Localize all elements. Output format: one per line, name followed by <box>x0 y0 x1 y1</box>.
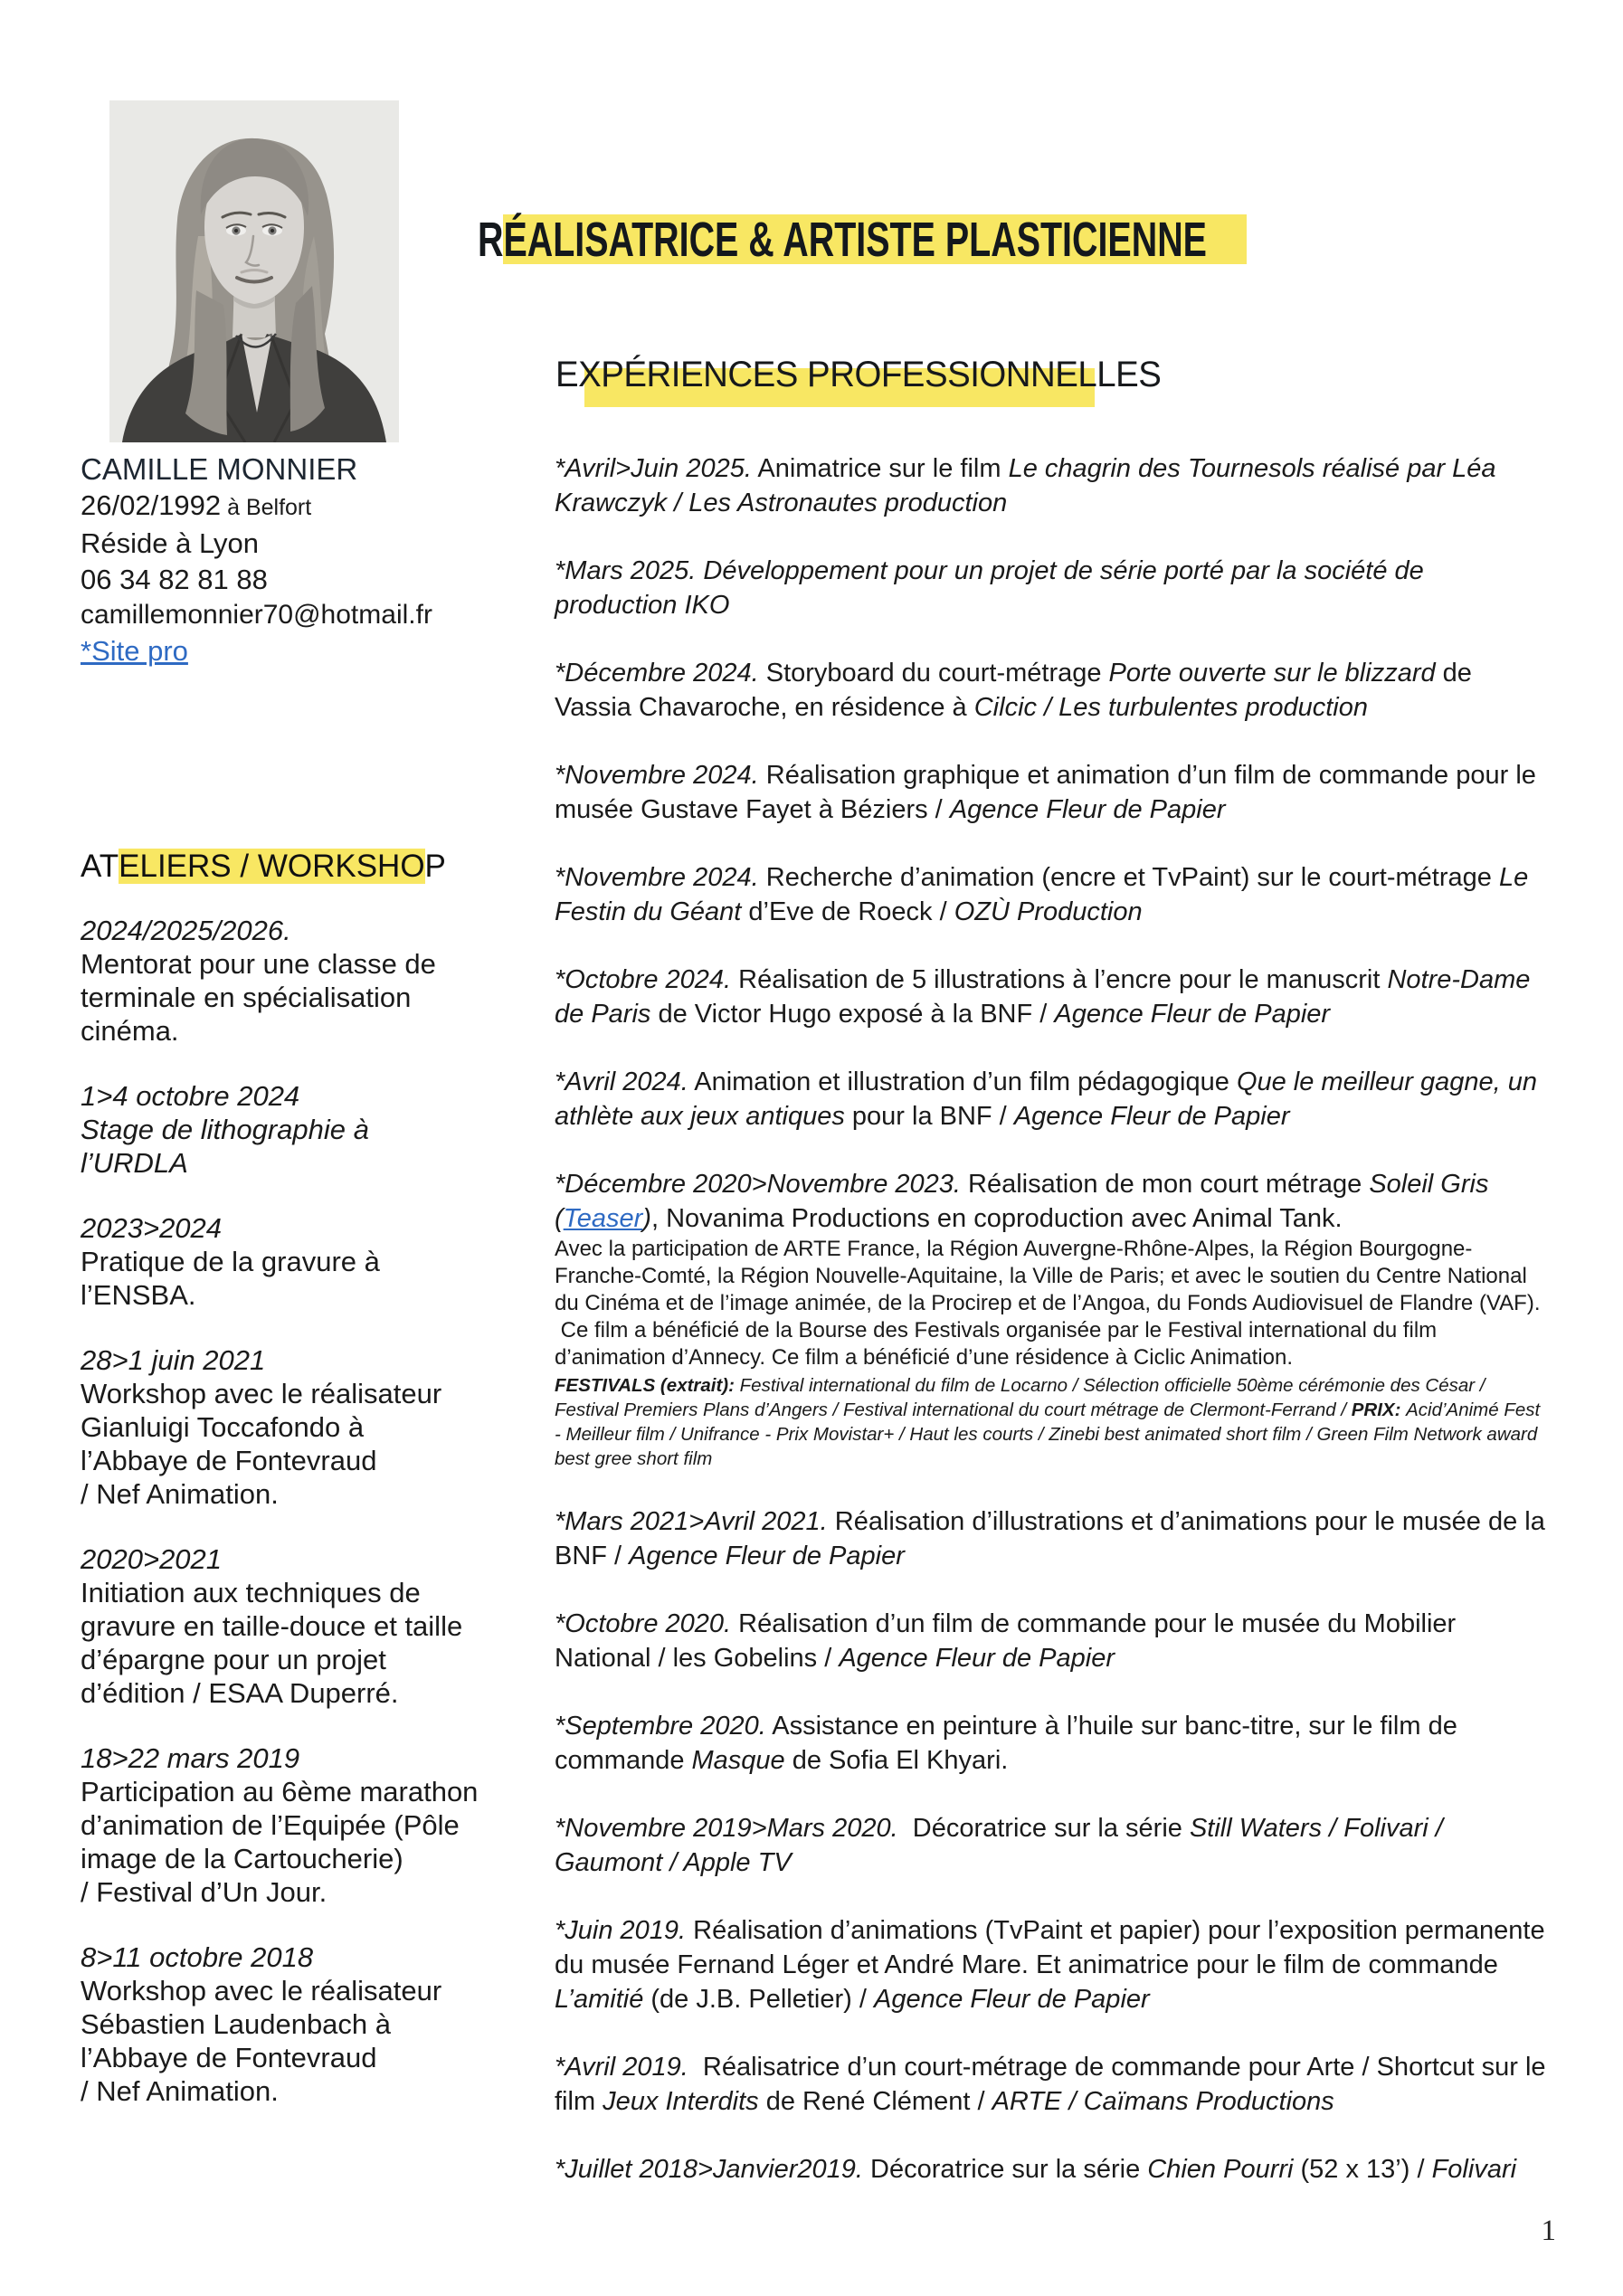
experience-text: *Avril>Juin 2025. <box>555 454 752 483</box>
workshop-line: Gianluigi Toccafondo à <box>81 1411 365 1443</box>
experience-text: Animation et illustration d’un film pédagogique <box>688 1067 1237 1096</box>
workshop-line: l’Abbaye de Fontevraud <box>81 2042 377 2073</box>
experience-text: *Novembre 2024. <box>555 761 759 790</box>
experience-text: *Décembre 2020>Novembre 2023. <box>555 1170 961 1199</box>
experience-text: Masque <box>691 1746 785 1775</box>
experience-text: Agence Fleur de Papier <box>839 1644 1115 1673</box>
experience-text: Réalisation d’animations (TvPaint et papier) pour l’exposition permanente du musée Fernand Léger et André Mare. Et animatrice pour le film de commande <box>555 1916 1545 1979</box>
experience-text: Réalisation d’un film de commande pour le musée du Mobilier National / les Gobelins / <box>555 1609 1457 1673</box>
workshop-line: l’ENSBA. <box>81 1279 196 1311</box>
experience-text: Folivari <box>1431 2155 1517 2184</box>
experience-text: Réalisatrice d’un court-métrage de commande pour Arte / Shortcut sur le film <box>555 2053 1546 2116</box>
workshop-group <box>81 914 515 1048</box>
workshop-line: / Festival d’Un Jour. <box>81 1876 327 1908</box>
experience-entry <box>555 1607 1550 1675</box>
experience-text: *Décembre 2024. <box>555 659 759 688</box>
residence: Réside à Lyon <box>81 527 260 559</box>
festivals-text: PRIX: <box>1351 1399 1407 1420</box>
experience-text: Agence Fleur de Papier <box>1013 1102 1290 1131</box>
page-title: RÉALISATRICE & ARTISTE PLASTICIENNE <box>478 213 1207 267</box>
workshops-heading: ATELIERS / WORKSHOP <box>81 849 446 884</box>
workshop-line: 2020>2021 <box>81 1543 223 1575</box>
experience-text: Notre-Dame de Paris <box>555 965 1531 1029</box>
workshop-group <box>81 1211 515 1312</box>
workshop-line: Participation au 6ème marathon <box>81 1776 479 1807</box>
experience-text: de Victor Hugo exposé à la BNF / <box>650 1000 1055 1029</box>
experience-text: *Mars 2021>Avril 2021. <box>555 1507 828 1536</box>
experience-text: Cilcic / Les turbulentes production <box>973 693 1368 722</box>
workshop-line: / Nef Animation. <box>81 2075 279 2107</box>
experience-text: *Novembre 2019>Mars 2020. <box>555 1814 898 1843</box>
workshop-line: gravure en taille-douce et taille <box>81 1610 463 1642</box>
profile-photo <box>109 100 399 442</box>
experience-text: Porte ouverte sur le blizzard <box>1108 659 1436 688</box>
site-pro-link[interactable]: *Site pro <box>81 634 188 667</box>
experience-entry <box>555 1709 1550 1778</box>
workshop-line: d’épargne pour un projet <box>81 1644 386 1675</box>
workshop-line: d’animation de l’Equipée (Pôle <box>81 1809 460 1841</box>
workshop-group <box>81 1741 515 1909</box>
workshop-line: 1>4 octobre 2024 <box>81 1080 300 1112</box>
experience-entry <box>555 451 1550 520</box>
experiences-heading: EXPÉRIENCES PROFESSIONNELLES <box>555 355 1162 394</box>
workshop-group <box>81 1343 515 1511</box>
experience-text: L’amitié <box>555 1985 644 2014</box>
experience-text: de Sofia El Khyari. <box>784 1746 1009 1775</box>
experience-entry <box>555 1504 1550 1573</box>
workshop-line: 18>22 mars 2019 <box>81 1742 300 1774</box>
experience-text: *Juillet 2018>Janvier2019. <box>555 2155 863 2184</box>
experience-text: *Avril 2019. <box>555 2053 688 2082</box>
experience-text: pour la BNF / <box>844 1102 1014 1131</box>
experience-text: Agence Fleur de Papier <box>873 1985 1150 2014</box>
experiences-list <box>555 451 1550 2220</box>
workshops-list <box>81 914 515 2108</box>
workshop-group <box>81 1079 515 1180</box>
workshop-line: Initiation aux techniques de <box>81 1577 421 1608</box>
experience-text: ) <box>642 1204 651 1233</box>
experience-text: *Octobre 2020. <box>555 1609 732 1638</box>
experience-text: Chien Pourri <box>1147 2155 1294 2184</box>
workshop-line: Pratique de la gravure à <box>81 1246 380 1277</box>
workshop-line: l’Abbaye de Fontevraud <box>81 1445 377 1476</box>
workshop-line: 8>11 octobre 2018 <box>81 1941 314 1973</box>
experience-details <box>555 1236 1550 1371</box>
experience-text: Réalisation de 5 illustrations à l’encre pour le manuscrit <box>731 965 1388 994</box>
experience-text: Still Waters / Folivari / Gaumont / Apple TV <box>555 1814 1443 1877</box>
experience-text: *Juin 2019. <box>555 1916 687 1945</box>
workshops-section <box>81 847 515 2139</box>
workshop-line: 2024/2025/2026. <box>81 915 291 946</box>
workshop-line: image de la Cartoucherie) <box>81 1843 403 1874</box>
experience-text: d’Eve de Roeck / <box>741 897 954 926</box>
experience-text: Réalisation de mon court métrage <box>960 1170 1370 1199</box>
birth-place: à Belfort <box>221 494 312 520</box>
experience-text: Storyboard du court-métrage <box>758 659 1109 688</box>
experience-entry <box>555 2050 1550 2119</box>
experience-entry <box>555 860 1550 929</box>
experience-text: Recherche d’animation (encre et TvPaint) sur le court-métrage <box>758 863 1499 892</box>
experience-text: *Avril 2024. <box>555 1067 688 1096</box>
contact-block <box>81 451 515 669</box>
name: CAMILLE MONNIER <box>81 452 358 486</box>
experience-text: (de J.B. Pelletier) / <box>643 1985 874 2014</box>
workshop-line: Workshop avec le réalisateur <box>81 1378 442 1409</box>
experience-entry <box>555 2152 1550 2187</box>
experience-text: de Vassia Chavaroche, en résidence à <box>555 659 1472 722</box>
experience-text: ARTE / Caïmans Productions <box>992 2087 1334 2116</box>
experience-text: Agence Fleur de Papier <box>629 1542 905 1570</box>
experience-entry <box>555 1913 1550 2016</box>
experience-text: *Octobre 2024. <box>555 965 732 994</box>
experience-text: OZÙ Production <box>954 897 1143 926</box>
experience-text: Décoratrice sur la série <box>863 2155 1148 2184</box>
experience-text: *Novembre 2024. <box>555 863 759 892</box>
workshop-line: terminale en spécialisation <box>81 982 412 1013</box>
experience-text: Réalisation d’illustrations et d’animations pour le musée de la BNF / <box>555 1507 1545 1570</box>
experience-text: de René Clément / <box>758 2087 992 2116</box>
birth-date: 26/02/1992 <box>81 489 222 521</box>
experience-entry <box>555 963 1550 1031</box>
birth-line <box>81 488 515 527</box>
experience-text: *Septembre 2020. <box>555 1712 766 1741</box>
workshop-line: 2023>2024 <box>81 1212 223 1244</box>
experience-text: Assistance en peinture à l’huile sur banc-titre, sur le film de commande <box>555 1712 1457 1775</box>
workshop-line: Sébastien Laudenbach à <box>81 2008 392 2040</box>
experience-text: Que le meilleur gagne, un athlète aux jeux antiques <box>555 1067 1538 1131</box>
experience-text: Soleil Gris ( <box>555 1170 1489 1233</box>
experience-entry <box>555 1167 1550 1236</box>
experience-entry <box>555 1065 1550 1134</box>
workshop-group <box>81 1940 515 2108</box>
festivals-text: FESTIVALS (extrait): <box>555 1375 740 1396</box>
phone: 06 34 82 81 88 <box>81 563 268 595</box>
experience-text: *Mars 2025. Développement pour un projet de série porté par la société de production IKO <box>555 556 1424 620</box>
experience-text: Réalisation graphique et animation d’un film de commande pour le musée Gustave Fayet à Béziers / <box>555 761 1536 824</box>
experience-entry <box>555 656 1550 725</box>
experience-text: Décoratrice sur la série <box>897 1814 1190 1843</box>
workshop-line: Workshop avec le réalisateur <box>81 1975 442 2007</box>
festivals-text: Festival international du film de Locarno / Sélection officielle 50ème cérémonie des César / Festival Premiers Plans d’Angers / Festival international du court métrage de Clermont-Ferrand / <box>555 1375 1485 1420</box>
experience-entry <box>555 554 1550 622</box>
experience-entry <box>555 1811 1550 1880</box>
experience-text: Jeux Interdits <box>603 2087 759 2116</box>
workshop-line: cinéma. <box>81 1015 179 1047</box>
workshop-line: Mentorat pour une classe de <box>81 948 436 980</box>
experience-text: , Novanima Productions en coproduction avec Animal Tank. <box>650 1204 1343 1233</box>
experience-link[interactable]: Teaser <box>563 1204 643 1233</box>
experience-text: Le chagrin des Tournesols réalisé par Léa Krawczyk / Les Astronautes production <box>555 454 1496 517</box>
workshop-line: l’URDLA <box>81 1147 188 1179</box>
experience-text: Le Festin du Géant <box>555 863 1529 926</box>
experience-text: Agence Fleur de Papier <box>949 795 1226 824</box>
experience-text: (52 x 13’) / <box>1293 2155 1432 2184</box>
details-text: Avec la participation de ARTE France, la Région Auvergne-Rhône-Alpes, la Région Bourgogne-Franche-Comté, la Région Nouvelle-Aquitaine, la Ville de Paris; et avec le soutien du Centre National du Cinéma et de l’image animée, de la Procirep et de l’Angoa, du Fonds Audiovisuel de Flandre (VAF). Ce film a bénéficié de la Bourse des Festivals organisée par le Festival international du film d’animation d’Annecy. Ce film a bénéficié d’une résidence à Ciclic Animation. <box>555 1237 1541 1370</box>
experience-entry <box>555 758 1550 827</box>
workshop-group <box>81 1542 515 1710</box>
festivals-note <box>555 1373 1550 1471</box>
festivals-text: Acid’Animé Fest - Meilleur film / Unifrance - Prix Movistar+ / Haut les courts / Zinebi best animated short film / Green Film Network award best gree short film <box>555 1399 1541 1469</box>
portrait-illustration <box>109 100 399 442</box>
workshop-line: 28>1 juin 2021 <box>81 1344 266 1376</box>
workshop-line: d’édition / ESAA Duperré. <box>81 1677 399 1709</box>
email: camillemonnier70@hotmail.fr <box>81 600 432 630</box>
workshop-line: / Nef Animation. <box>81 1478 279 1510</box>
experience-text: Animatrice sur le film <box>751 454 1009 483</box>
workshop-line: Stage de lithographie à <box>81 1114 369 1145</box>
page-number: 1 <box>1541 2215 1556 2247</box>
experience-text: Agence Fleur de Papier <box>1054 1000 1331 1029</box>
